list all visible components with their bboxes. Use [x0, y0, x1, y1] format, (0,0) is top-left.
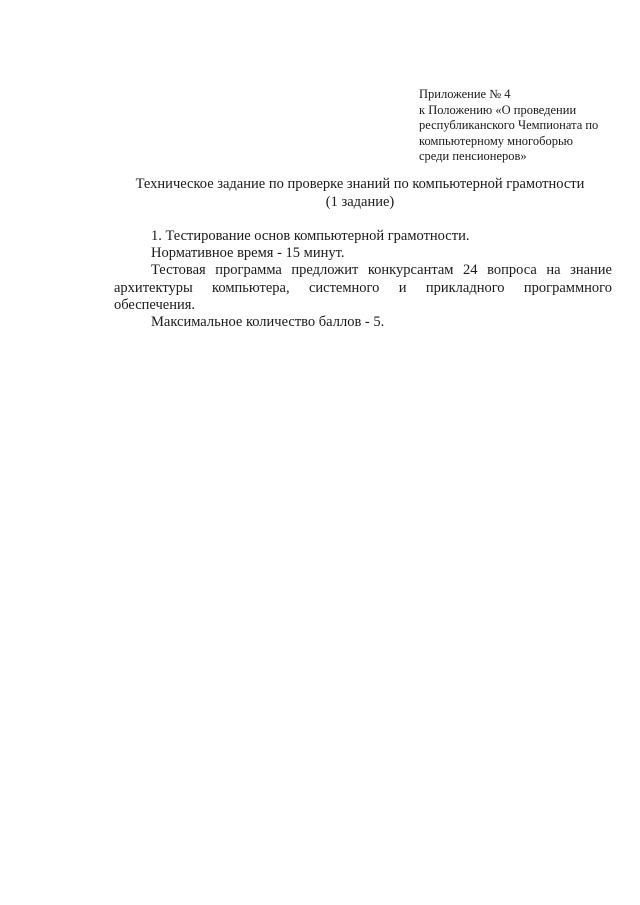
- title-line-2: (1 задание): [325, 194, 395, 210]
- appendix-reference: [419, 87, 619, 165]
- appendix-line: среди пенсионеров»: [419, 149, 527, 164]
- document-title: [100, 175, 620, 211]
- appendix-line: республиканского Чемпионата по: [419, 118, 599, 133]
- appendix-line: Приложение № 4: [419, 87, 511, 101]
- appendix-line: к Положению «О проведении: [419, 102, 577, 117]
- appendix-line: компьютерному многоборью: [419, 133, 573, 148]
- time-limit-paragraph: Нормативное время - 15 минут.: [151, 245, 345, 262]
- max-score-paragraph: Максимальное количество баллов - 5.: [151, 314, 385, 331]
- item-1-paragraph: 1. Тестирование основ компьютерной грамотности.: [151, 228, 470, 244]
- test-program-paragraph: Тестовая программа предложит конкурсантам 24 вопроса на знание архитектуры компьютера, системного и прикладного программного обеспечения.: [114, 262, 612, 313]
- document-body: [114, 228, 612, 331]
- title-line-1: Техническое задание по проверке знаний по компьютерной грамотности: [135, 176, 585, 192]
